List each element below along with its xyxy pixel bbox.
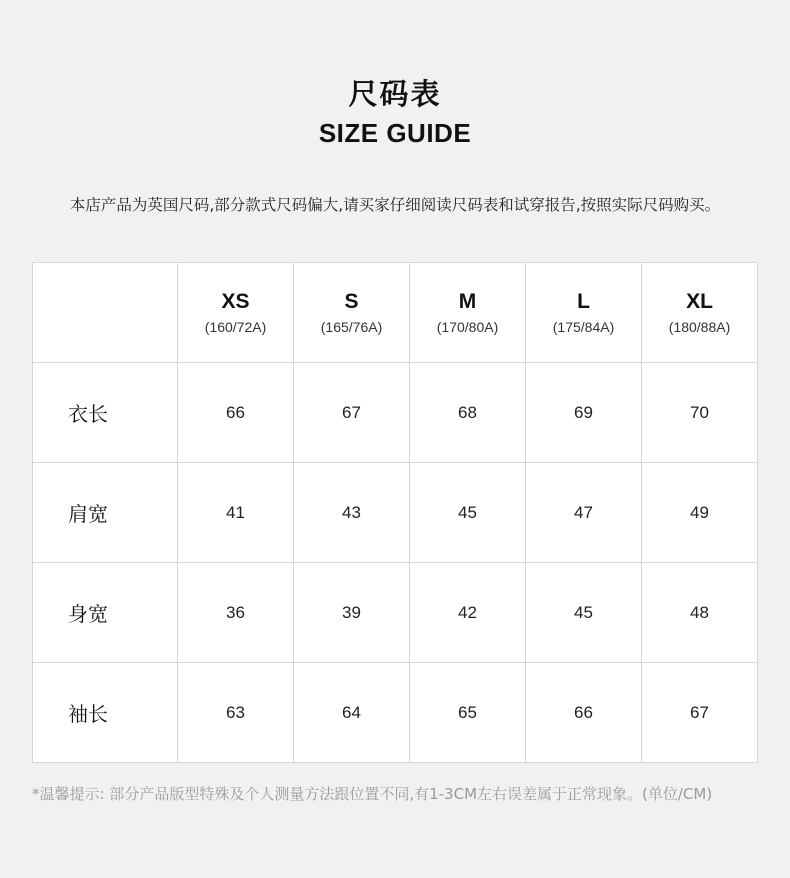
size-code: XS [221, 290, 250, 313]
size-standard: (165/76A) [320, 319, 383, 335]
table-row-length [33, 363, 758, 463]
size-code: L [577, 290, 590, 313]
table-cell: 70 [642, 363, 758, 463]
table-cell: 65 [410, 663, 526, 763]
size-code: XL [686, 290, 713, 313]
table-cell: 69 [526, 363, 642, 463]
table-cell: 45 [526, 563, 642, 663]
size-code: S [344, 290, 359, 313]
table-cell: 67 [642, 663, 758, 763]
table-row-sleeve [33, 663, 758, 763]
table-cell: 67 [294, 363, 410, 463]
size-header-xl [642, 263, 758, 363]
table-cell: 45 [410, 463, 526, 563]
row-label: 身宽 [33, 563, 178, 663]
table-cell: 42 [410, 563, 526, 663]
size-standard: (180/88A) [668, 319, 731, 335]
table-cell: 66 [178, 363, 294, 463]
table-cell: 47 [526, 463, 642, 563]
table-cell: 68 [410, 363, 526, 463]
size-header-s [294, 263, 410, 363]
page-title-en: SIZE GUIDE [318, 118, 472, 148]
size-code: M [458, 290, 477, 313]
table-cell: 49 [642, 463, 758, 563]
row-label: 袖长 [33, 663, 178, 763]
size-guide-table [32, 262, 758, 763]
table-cell: 39 [294, 563, 410, 663]
table-cell: 43 [294, 463, 410, 563]
row-label: 衣长 [33, 363, 178, 463]
row-label: 肩宽 [33, 463, 178, 563]
size-header-xs [178, 263, 294, 363]
size-standard: (175/84A) [552, 319, 615, 335]
table-header-row [33, 263, 758, 363]
size-standard: (160/72A) [204, 319, 267, 335]
footnote: *温馨提示: 部分产品版型特殊及个人测量方法跟位置不同,有1-3CM左右误差属于正常现象。(单位/CM) [32, 785, 713, 803]
corner-cell [33, 263, 178, 363]
size-standard: (170/80A) [436, 319, 499, 335]
table-cell: 66 [526, 663, 642, 763]
table-cell: 64 [294, 663, 410, 763]
size-header-m [410, 263, 526, 363]
table-row-chest [33, 563, 758, 663]
table-cell: 36 [178, 563, 294, 663]
size-header-l [526, 263, 642, 363]
size-note: 本店产品为英国尺码,部分款式尺码偏大,请买家仔细阅读尺码表和试穿报告,按照实际尺码购买。 [69, 196, 721, 214]
table-cell: 41 [178, 463, 294, 563]
table-row-shoulder [33, 463, 758, 563]
table-cell: 48 [642, 563, 758, 663]
page-title-cn: 尺码表 [348, 77, 442, 111]
table-cell: 63 [178, 663, 294, 763]
